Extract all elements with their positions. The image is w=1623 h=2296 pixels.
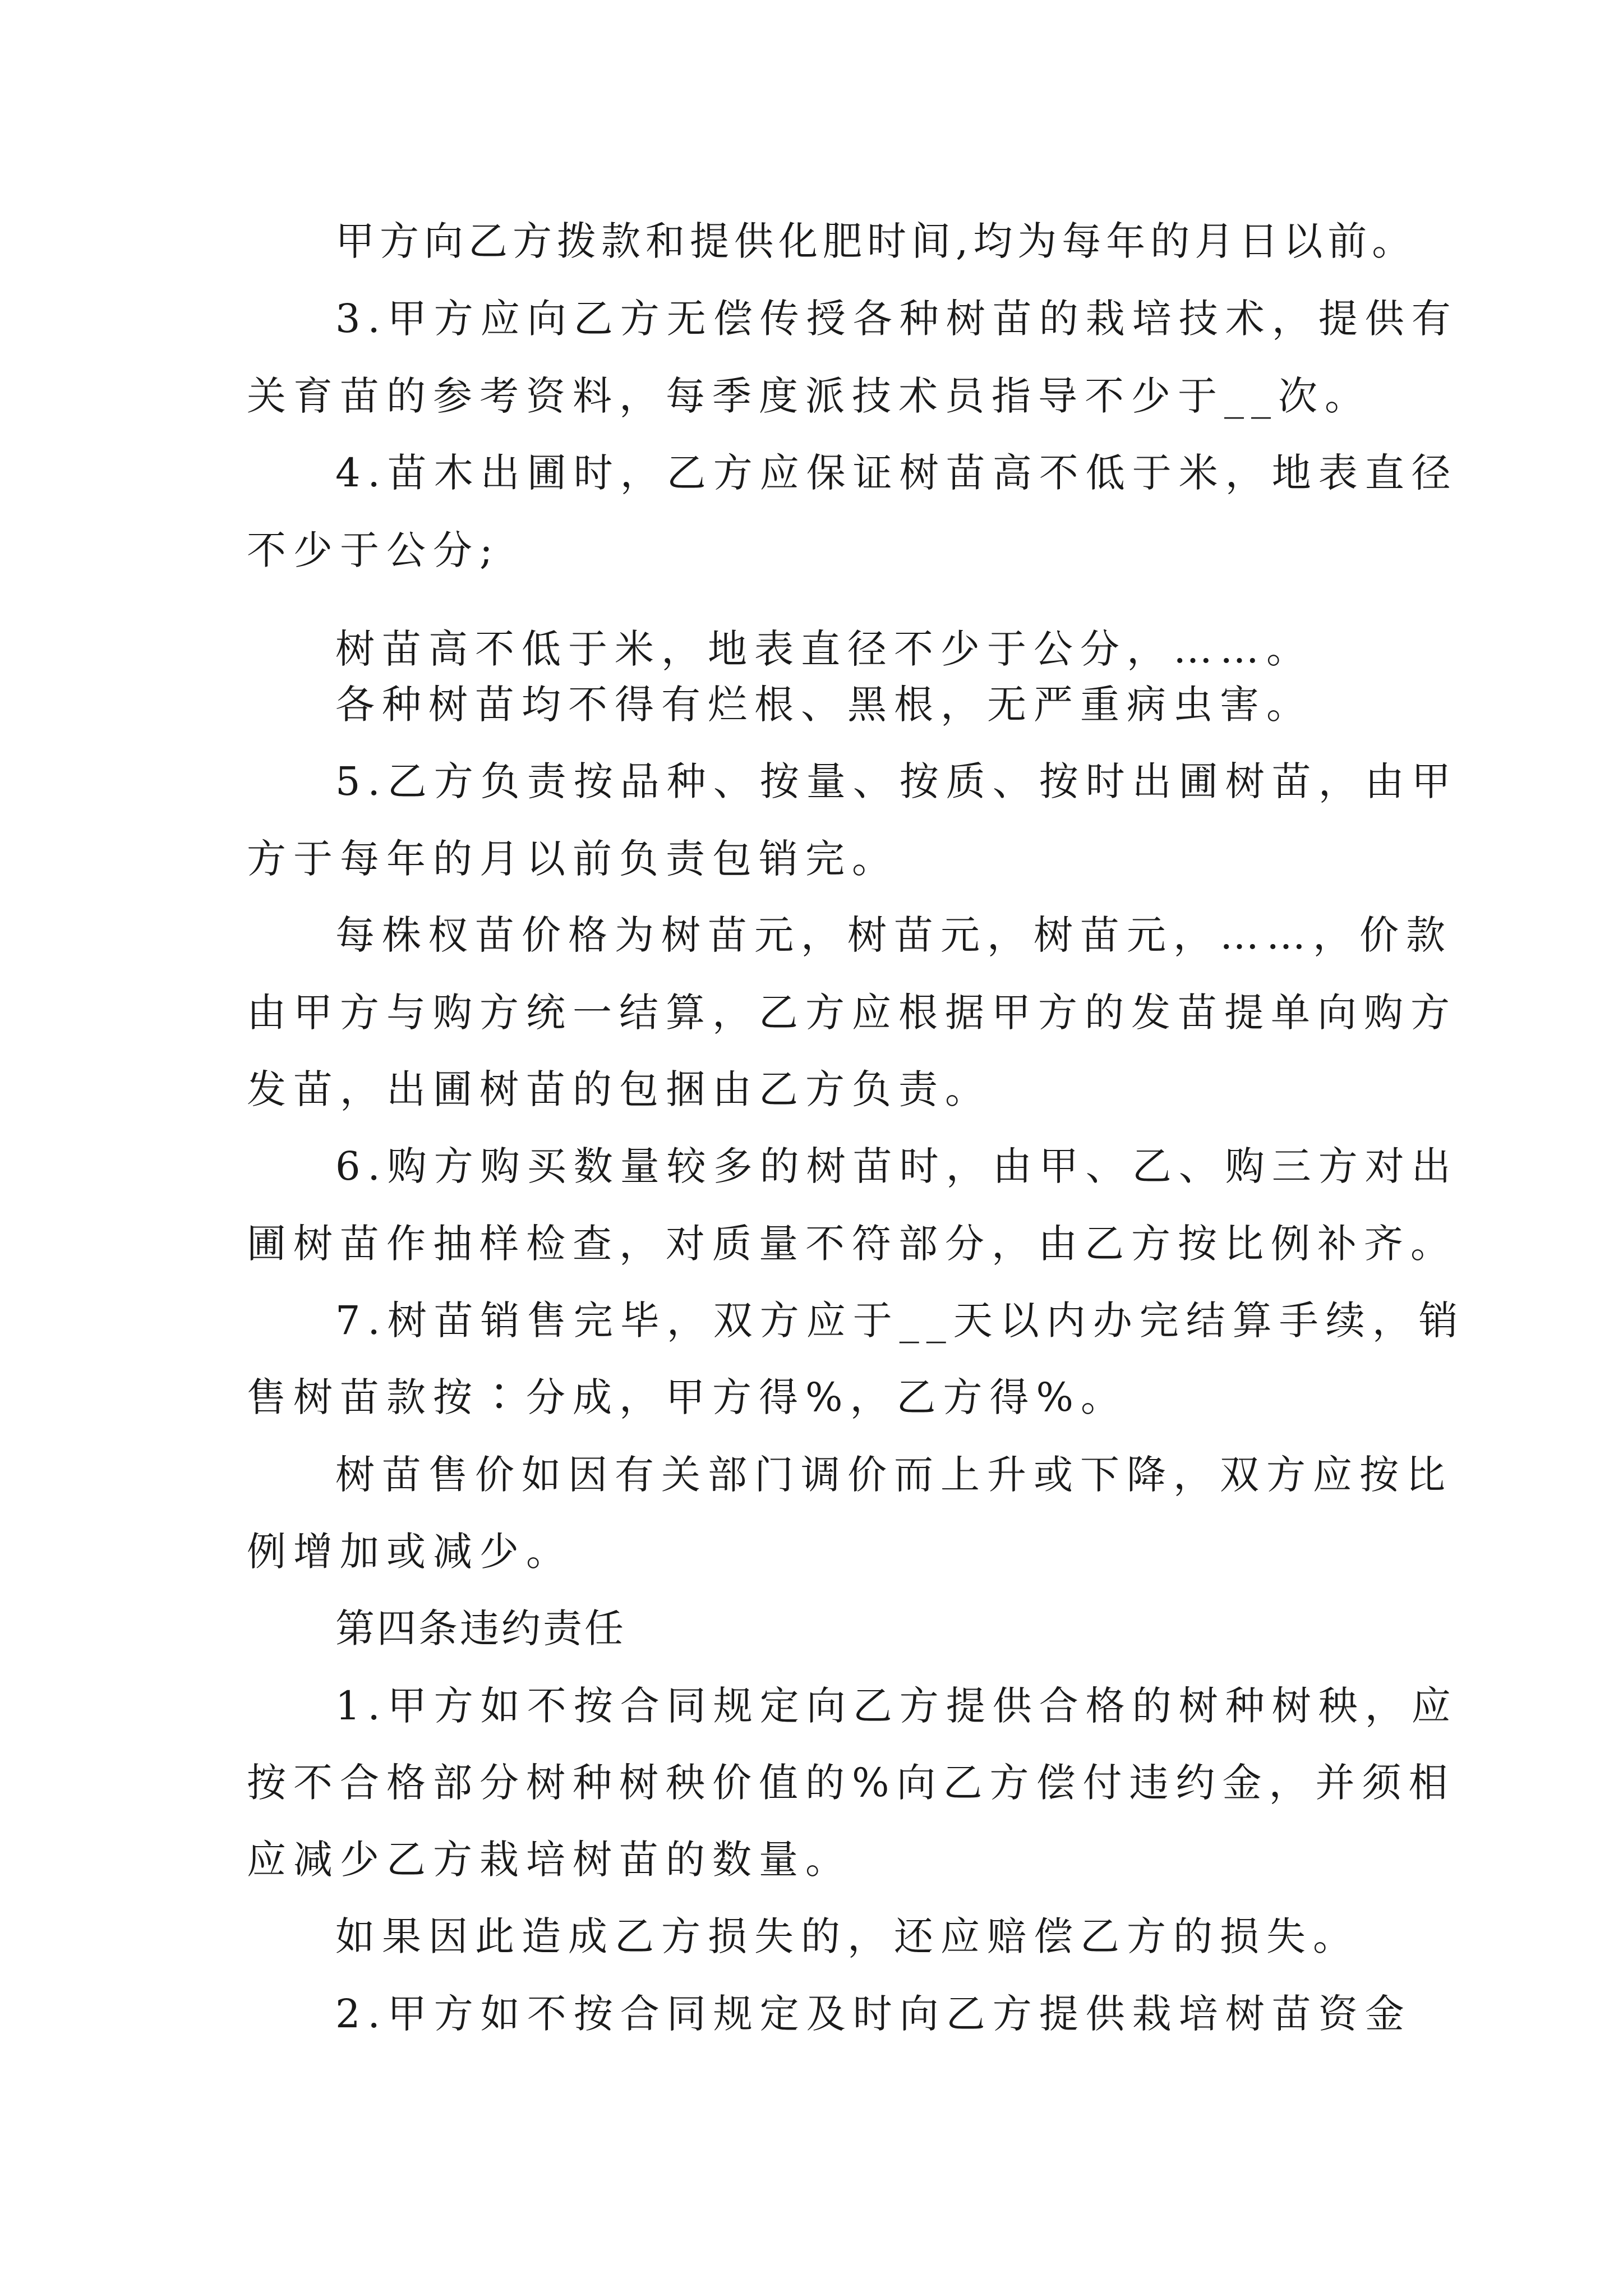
paragraph-line: 关育苗的参考资料，每季度派技术员指导不少于__次。 [247, 373, 1371, 419]
paragraph-line: 4.苗木出圃时，乙方应保证树苗高不低于米，地表直径 [335, 450, 1458, 496]
paragraph-line: 树苗高不低于米，地表直径不少于公分，……。 [335, 626, 1313, 672]
paragraph-line: 方于每年的月以前负责包销完。 [247, 836, 898, 882]
paragraph-line: 按不合格部分树种树秧价值的%向乙方偿付违约金，并须相 [247, 1760, 1455, 1806]
paragraph-line: 每株杈苗价格为树苗元，树苗元，树苗元，……，价款 [335, 912, 1453, 958]
paragraph-line: 售树苗款按∶分成，甲方得%，乙方得%。 [247, 1374, 1128, 1420]
paragraph-line: 发苗，出圃树苗的包捆由乙方负责。 [247, 1066, 992, 1112]
paragraph-line: 7.树苗销售完毕，双方应于__天以内办完结算手续，销 [335, 1297, 1465, 1343]
paragraph-line: 由甲方与购方统一结算，乙方应根据甲方的发苗提单向购方 [247, 990, 1457, 1036]
paragraph-line: 应减少乙方栽培树苗的数量。 [247, 1837, 852, 1883]
paragraph-line: 1.甲方如不按合同规定向乙方提供合格的树种树秧，应 [335, 1683, 1458, 1729]
paragraph-line: 各种树苗均不得有烂根、黑根，无严重病虫害。 [335, 682, 1313, 728]
paragraph-line: 3.甲方应向乙方无偿传授各种树苗的栽培技术，提供有 [335, 296, 1458, 342]
paragraph-line: 圃树苗作抽样检查，对质量不符部分，由乙方按比例补齐。 [247, 1221, 1457, 1267]
paragraph-line: 5.乙方负责按品种、按量、按质、按时出圃树苗，由甲 [335, 758, 1458, 804]
section-heading: 第四条违约责任 [335, 1605, 626, 1651]
paragraph-line: 不少于公分; [247, 527, 500, 573]
paragraph-line: 甲方向乙方拨款和提供化肥时间,均为每年的月日以前。 [335, 218, 1417, 264]
paragraph-line: 2.甲方如不按合同规定及时向乙方提供栽培树苗资金 [335, 1991, 1412, 2037]
paragraph-line: 树苗售价如因有关部门调价而上升或下降，双方应按比 [335, 1452, 1453, 1498]
paragraph-line: 6.购方购买数量较多的树苗时，由甲、乙、购三方对出 [335, 1143, 1458, 1189]
paragraph-line: 例增加或减少。 [247, 1529, 573, 1575]
paragraph-line: 如果因此造成乙方损失的，还应赔偿乙方的损失。 [335, 1913, 1359, 1959]
